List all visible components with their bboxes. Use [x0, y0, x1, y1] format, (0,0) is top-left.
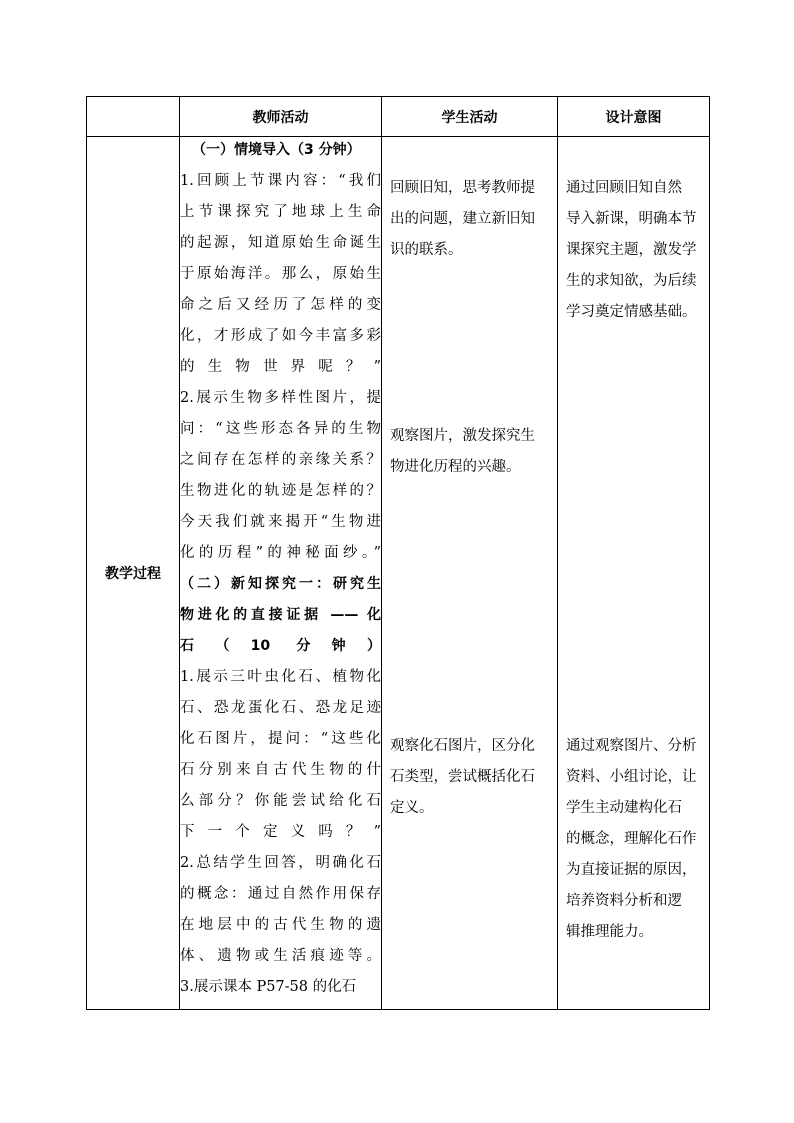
- section-heading-line: 物进化的直接证据 —— 化: [180, 607, 381, 623]
- teacher-text-line: 化，才形成了如今丰富多彩: [180, 328, 381, 344]
- student-activity-line: 观察化石图片，区分化: [390, 738, 535, 754]
- header-teacher-activity: 教师活动: [180, 97, 382, 137]
- student-activity-block-1: [390, 173, 551, 266]
- teacher-text-line: 上节课探究了地球上生命: [180, 204, 381, 220]
- design-intent-line: 通过回顾旧知自然: [566, 180, 682, 196]
- design-intent-line: 辑推理能力。: [566, 924, 653, 940]
- design-intent-block-1: [566, 173, 703, 328]
- design-intent-line: 学习奠定情感基础。: [566, 304, 697, 320]
- header-empty-cell: [87, 97, 180, 137]
- teacher-text-line: 化石图片，提问：“这些化: [180, 731, 381, 747]
- teacher-text-line: 问：“这些形态各异的生物: [180, 421, 381, 437]
- design-intent-line: 为直接证据的原因，: [566, 862, 697, 878]
- table-header-row: [87, 97, 710, 137]
- section-heading-line: （二）新知探究一：研究生: [180, 576, 381, 592]
- section-heading-line: （一）情境导入（3 分钟）: [192, 142, 361, 158]
- teaching-process-row: [87, 137, 710, 1010]
- teacher-text-line: 在地层中的古代生物的遗: [180, 917, 381, 933]
- lesson-plan-table: [86, 96, 710, 1010]
- section-heading-line: 石（10 分钟）: [180, 638, 381, 654]
- design-intent-line: 资料、小组讨论，让: [566, 769, 697, 785]
- design-intent-line: 课探究主题，激发学: [566, 242, 697, 258]
- teacher-text-line: 之间存在怎样的亲缘关系？: [180, 452, 381, 468]
- teacher-text-line: 今天我们就来揭开“生物进: [180, 514, 381, 530]
- header-student-activity: 学生活动: [382, 97, 558, 137]
- design-intent-line: 生的求知欲，为后续: [566, 273, 697, 289]
- student-activity-block-3: [390, 731, 551, 824]
- teacher-text-line: 化的历程”的神秘面纱。”: [180, 545, 381, 561]
- teacher-text-line: 的起源，知道原始生命诞生: [180, 235, 381, 251]
- student-activity-cell: [382, 137, 558, 1010]
- teacher-text-line: 1.展示三叶虫化石、植物化: [180, 669, 381, 685]
- teacher-text-line: 么部分？你能尝试给化石: [180, 793, 381, 809]
- teacher-text-line: 生物进化的轨迹是怎样的？: [180, 483, 381, 499]
- design-intent-block-2: [566, 731, 703, 948]
- teacher-text-line: 命之后又经历了怎样的变: [180, 297, 381, 313]
- teacher-text-line: 3.展示课本 P57-58 的化石: [180, 979, 357, 995]
- teacher-text-line: 下一个定义吗？”: [180, 824, 381, 840]
- teacher-text-line: 的生物世界呢？”: [180, 359, 381, 375]
- design-intent-cell: [558, 137, 710, 1010]
- design-intent-line: 培养资料分析和逻: [566, 893, 682, 909]
- design-intent-line: 通过观察图片、分析: [566, 738, 697, 754]
- teacher-text-line: 1.回顾上节课内容：“我们: [180, 173, 381, 189]
- student-activity-line: 石类型，尝试概括化石: [390, 769, 535, 785]
- teacher-text-line: 石分别来自古代生物的什: [180, 762, 381, 778]
- student-activity-line: 观察图片，激发探究生: [390, 428, 535, 444]
- teacher-text-line: 石、恐龙蛋化石、恐龙足迹: [180, 700, 381, 716]
- teacher-text-line: 体、遗物或生活痕迹等。: [180, 948, 381, 964]
- teacher-text-line: 2.展示生物多样性图片，提: [180, 390, 381, 406]
- teacher-text-line: 的概念：通过自然作用保存: [180, 886, 381, 902]
- header-design-intent: 设计意图: [558, 97, 710, 137]
- teacher-text-line: 于原始海洋。那么，原始生: [180, 266, 381, 282]
- design-intent-line: 导入新课，明确本节: [566, 211, 697, 227]
- student-activity-line: 回顾旧知，思考教师提: [390, 180, 535, 196]
- student-activity-line: 物进化历程的兴趣。: [390, 459, 521, 475]
- teacher-activity-text: [180, 137, 381, 1003]
- student-activity-line: 出的问题，建立新旧知: [390, 211, 535, 227]
- design-intent-line: 学生主动建构化石: [566, 800, 682, 816]
- design-intent-line: 的概念，理解化石作: [566, 831, 697, 847]
- student-activity-line: 定义。: [390, 800, 434, 816]
- student-activity-block-2: [390, 421, 551, 483]
- student-activity-line: 识的联系。: [390, 242, 463, 258]
- row-label-teaching-process: 教学过程: [87, 137, 180, 1010]
- teacher-text-line: 2.总结学生回答，明确化石: [180, 855, 381, 871]
- teacher-activity-cell: [180, 137, 382, 1010]
